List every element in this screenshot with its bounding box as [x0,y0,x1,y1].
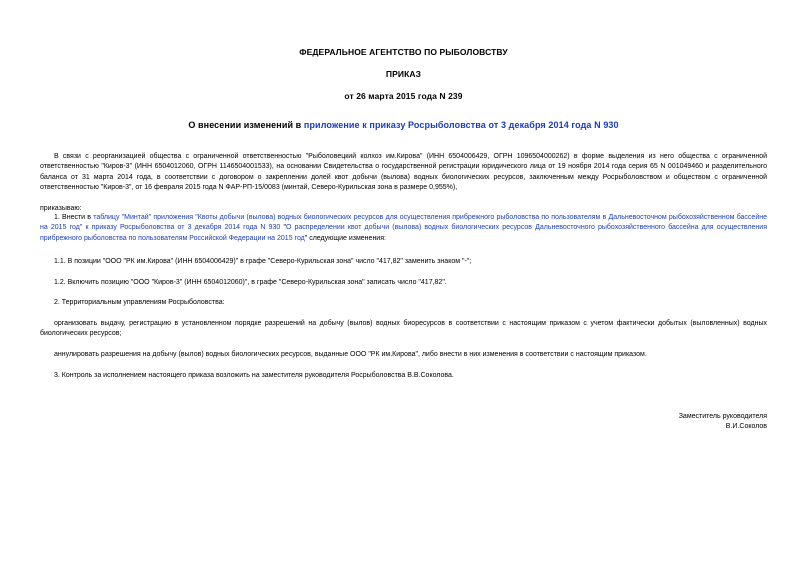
title-link[interactable]: приложение к приказу Росрыболовства от 3 декабря 2014 года N 930 [303,120,619,130]
item-2-a-paragraph: организовать выдачу, регистрацию в установленном порядке разрешений на добычу (вылов) водных биоресурсов в соответствии с настоящим приказом с учетом фактически добытых (выловленных) водных биологических ресурсов; [40,320,767,338]
signature-name: В.И.Соколов [725,423,767,430]
item-2-b-paragraph: аннулировать разрешения на добычу (вылов) водных биологических ресурсов, выданные ООО "РК им.Кирова", либо внести в них изменения в соответствии с настоящим приказом. [54,351,647,358]
preamble-paragraph: В связи с реорганизацией общества с ограниченной ответственностью "Рыболовецкий колхоз им.Кирова" (ИНН 6504006429, ОГРН 1096504000262) в форме выделения из него общества с ограниченной ответственностью "Киров-3" (ИНН 6504012060, ОГРН 1146504001533), на основании Свидетельства о государственной регистрации юридического лица от 19 ноября 2014 года серия 65 N 001049460 и разделительного баланса от 31 марта 2014 года, в соответствии с договором о закреплении долей квот добычи (вылова) водных биологических ресурсов, заключенным между Росрыболовством и обществом с ограниченной ответственностью "Киров-3", от 16 февраля 2015 года N ФАР-РП-15/0083 (минтай, Северо-Курильская зона в размере 0,955%), [40,153,767,192]
document-date-number: от 26 марта 2015 года N 239 [344,91,463,101]
item-3-paragraph: 3. Контроль за исполнением настоящего приказа возложить на заместителя руководителя Росрыболовства В.В.Соколова. [54,372,454,379]
agency-name: ФЕДЕРАЛЬНОЕ АГЕНТСТВО ПО РЫБОЛОВСТВУ [299,47,508,57]
item-1-start: 1. Внести в [54,214,94,221]
order-word: приказываю: [40,205,82,212]
title-prefix: О внесении изменений в [188,120,304,130]
item-1-mid: " [280,224,286,232]
item-2-paragraph: 2. Территориальным управлениям Росрыболовства: [54,299,225,306]
document-type: ПРИКАЗ [385,69,422,79]
document-title [40,120,767,130]
item-1-link-order-title[interactable]: О распределении квот добычи (вылова) водных биологических ресурсов Дальневосточного рыбохозяйственного бассейна для осуществления прибрежного рыболовства по пользователям Российской Федерации на 2015 год [40,224,767,242]
item-1-2-paragraph: 1.2. Включить позицию "ООО "Киров-3" (ИНН 6504012060)", в графе "Северо-Курильская зона" записать число "417,82". [54,279,447,286]
item-1-1-paragraph: 1.1. В позиции "ООО "РК им.Кирова" (ИНН 6504006429)" в графе "Северо-Курильская зона" число "417,82" заменить знаком "-"; [54,258,472,265]
item-1-end: " следующие изменения: [304,234,386,242]
item-1-link-table[interactable]: таблицу "Минтай" приложения "Квоты добычи (вылова) водных биологических ресурсов для осуществления прибрежного рыболовства по пользователям в Дальневосточном рыбохозяйственном бассейне на 2015 год" к приказу Росрыболовства от 3 декабря 2014 года N 930 [40,214,767,232]
item-1-paragraph [40,213,767,244]
signature-position: Заместитель руководителя [678,413,767,420]
